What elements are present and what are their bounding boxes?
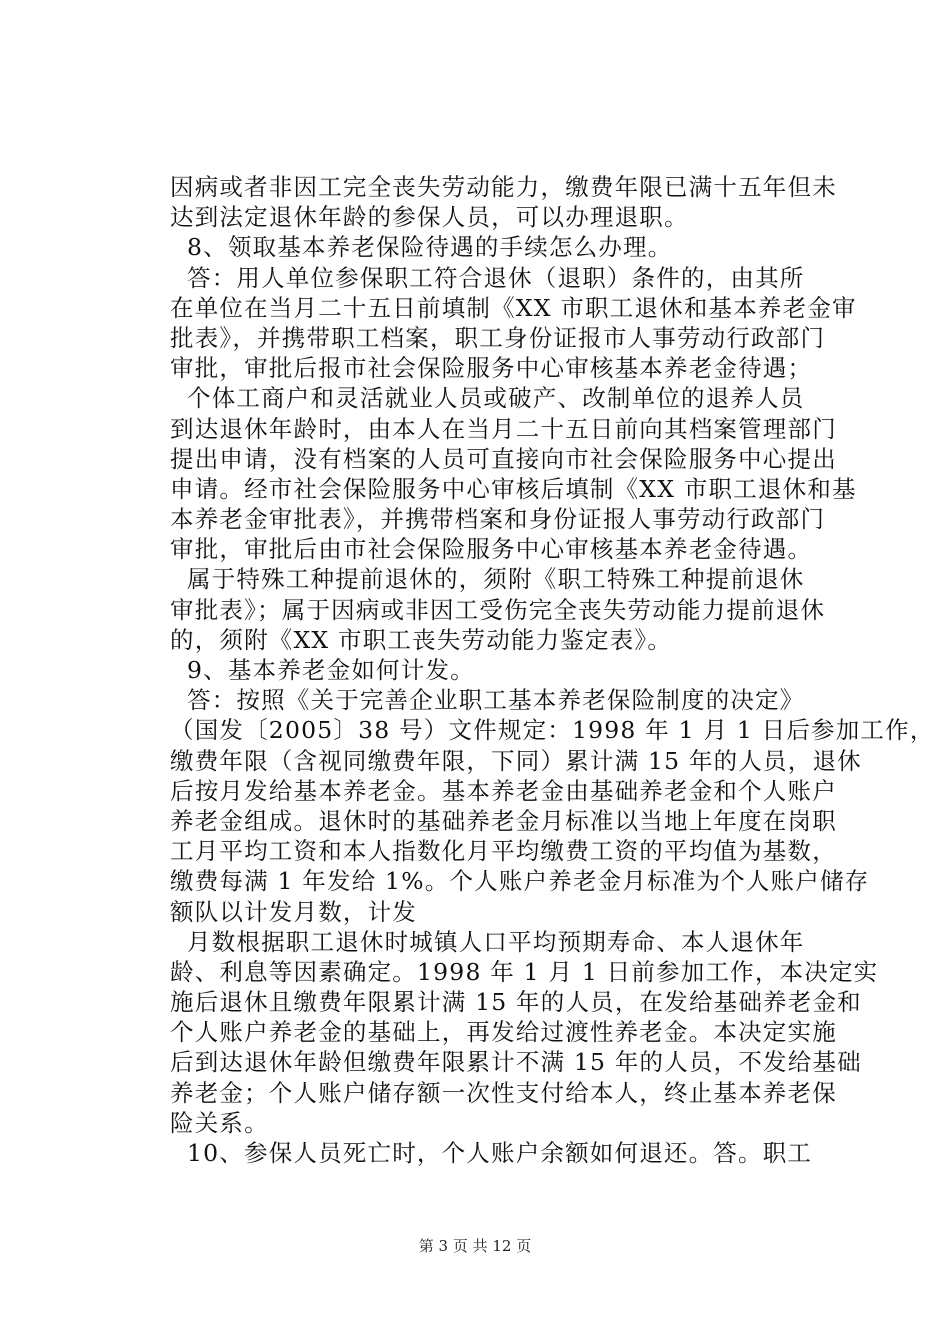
question-heading: 8、领取基本养老保险待遇的手续怎么办理。 <box>187 233 673 262</box>
question-heading: 10、参保人员死亡时，个人账户余额如何退还。答。职工 <box>187 1139 813 1167</box>
text-line: 到达退休年龄时，由本人在当月二十五日前向其档案管理部门 <box>170 414 837 443</box>
text-line: 月数根据职工退休时城镇人口平均预期寿命、本人退休年 <box>187 927 805 956</box>
text-line: 工月平均工资和本人指数化月平均缴费工资的平均值为基数， <box>170 837 837 866</box>
text-line: 批表》，并携带职工档案，职工身份证报市人事劳动行政部门 <box>170 323 826 352</box>
text-line: 个体工商户和灵活就业人员或破产、改制单位的退养人员 <box>187 384 805 413</box>
text-line: （国发〔2005〕38 号）文件规定：1998 年 1 月 1 日后参加工作， <box>170 716 935 745</box>
document-body <box>170 172 935 1168</box>
text-line: 在单位在当月二十五日前填制《XX 市职工退休和基本养老金审 <box>170 293 857 322</box>
text-line: 险关系。 <box>170 1108 269 1137</box>
text-line: 本养老金审批表》，并携带档案和身份证报人事劳动行政部门 <box>170 505 826 534</box>
text-line: 养老金组成。退休时的基础养老金月标准以当地上年度在岗职 <box>170 806 837 835</box>
text-line: 施后退休且缴费年限累计满 15 年的人员，在发给基础养老金和 <box>170 988 862 1017</box>
text-line: 审批表》；属于因病或非因工受伤完全丧失劳动能力提前退休 <box>170 595 826 624</box>
text-line: 后到达退休年龄但缴费年限累计不满 15 年的人员，不发给基础 <box>170 1048 862 1077</box>
text-line: 缴费每满 1 年发给 1%。个人账户养老金月标准为个人账户储存 <box>170 867 870 896</box>
text-line: 审批，审批后由市社会保险服务中心审核基本养老金待遇。 <box>170 535 813 564</box>
text-line: 龄、利息等因素确定。1998 年 1 月 1 日前参加工作，本决定实 <box>170 957 879 986</box>
text-line: 提出申请，没有档案的人员可直接向市社会保险服务中心提出 <box>170 444 837 473</box>
text-line: 答：按照《关于完善企业职工基本养老保险制度的决定》 <box>187 686 805 715</box>
question-heading: 9、基本养老金如何计发。 <box>187 656 475 684</box>
text-line: 额队以计发月数，计发 <box>170 897 417 926</box>
text-line: 的，须附《XX 市职工丧失劳动能力鉴定表》。 <box>170 625 673 654</box>
text-line: 养老金；个人账户储存额一次性支付给本人，终止基本养老保 <box>170 1078 837 1107</box>
text-line: 申请。经市社会保险服务中心审核后填制《XX 市职工退休和基 <box>170 474 857 503</box>
page-number-footer: 第 3 页 共 12 页 <box>418 1237 532 1255</box>
text-line: 审批，审批后报市社会保险服务中心审核基本养老金待遇； <box>170 354 813 383</box>
text-line: 后按月发给基本养老金。基本养老金由基础养老金和个人账户 <box>170 776 837 805</box>
text-line: 属于特殊工种提前退休的，须附《职工特殊工种提前退休 <box>187 565 805 594</box>
text-line: 个人账户养老金的基础上，再发给过渡性养老金。本决定实施 <box>170 1018 837 1047</box>
text-line: 达到法定退休年龄的参保人员，可以办理退职。 <box>170 203 689 232</box>
text-line: 缴费年限（含视同缴费年限，下同）累计满 15 年的人员，退休 <box>170 746 862 775</box>
text-line: 答：用人单位参保职工符合退休（退职）条件的，由其所 <box>187 263 805 292</box>
text-line: 因病或者非因工完全丧失劳动能力，缴费年限已满十五年但未 <box>170 173 837 201</box>
